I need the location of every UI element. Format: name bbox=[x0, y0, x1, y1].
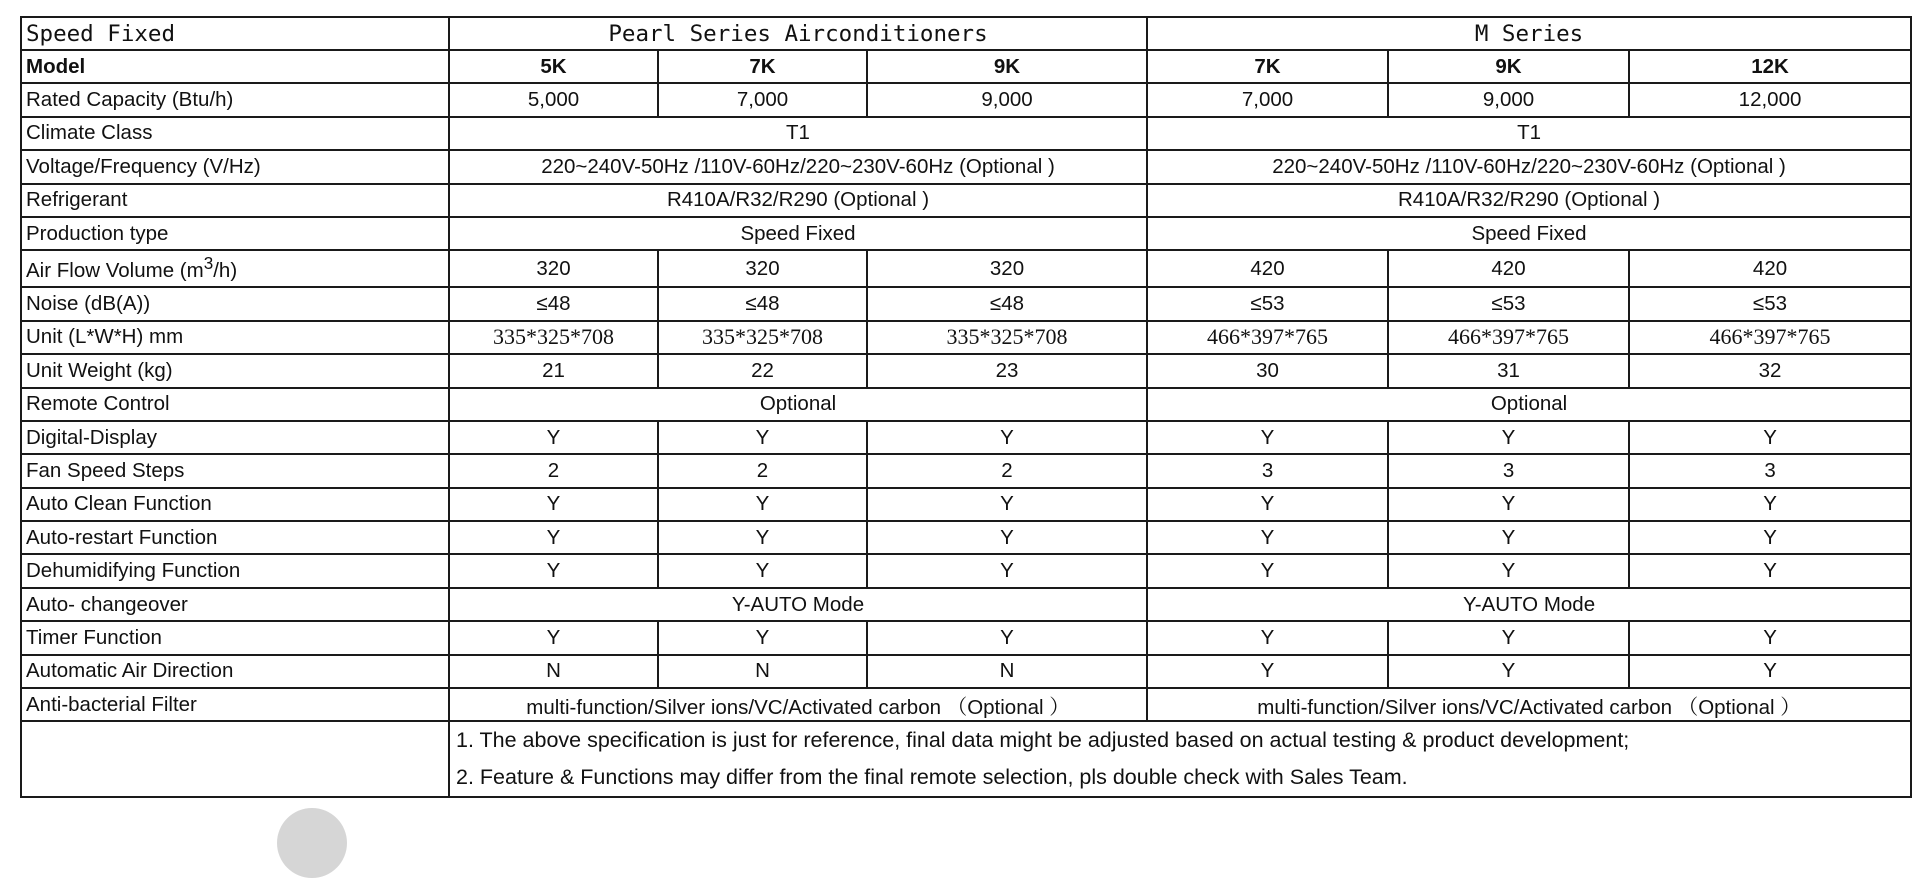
table-cell: ≤53 bbox=[1629, 287, 1911, 320]
note-line: 2. Feature & Functions may differ from the final remote selection, pls double check with Sales Team. bbox=[456, 765, 1408, 790]
model-cell: 5K bbox=[449, 50, 658, 83]
table-row-voltage bbox=[21, 150, 1911, 183]
m-merged-cell: R410A/R32/R290 (Optional ) bbox=[1147, 184, 1911, 217]
superscript: 3 bbox=[203, 254, 214, 274]
table-cell: Y bbox=[658, 421, 867, 454]
table-cell: 9,000 bbox=[867, 83, 1147, 116]
table-cell: 3 bbox=[1388, 454, 1629, 487]
table-row-digital-display bbox=[21, 421, 1911, 454]
table-cell: 21 bbox=[449, 354, 658, 387]
model-cell: 7K bbox=[658, 50, 867, 83]
table-row-timer bbox=[21, 621, 1911, 654]
table-cell: 320 bbox=[658, 250, 867, 287]
table-cell: Y bbox=[1388, 488, 1629, 521]
table-row-rated-capacity bbox=[21, 83, 1911, 116]
table-cell: Y bbox=[867, 521, 1147, 554]
table-cell: Y bbox=[1147, 488, 1388, 521]
table-cell: Y bbox=[658, 521, 867, 554]
m-merged-cell: Speed Fixed bbox=[1147, 217, 1911, 250]
table-cell: 466*397*765 bbox=[1629, 321, 1911, 354]
table-cell: 335*325*708 bbox=[449, 321, 658, 354]
table-cell: 2 bbox=[449, 454, 658, 487]
row-label: Voltage/Frequency (V/Hz) bbox=[21, 150, 449, 183]
row-label: Timer Function bbox=[21, 621, 449, 654]
m-merged-cell: T1 bbox=[1147, 117, 1911, 150]
spec-table bbox=[20, 16, 1912, 798]
table-cell: Y bbox=[1147, 621, 1388, 654]
table-row-air-direction bbox=[21, 655, 1911, 688]
table-cell: 420 bbox=[1147, 250, 1388, 287]
table-cell: N bbox=[658, 655, 867, 688]
table-cell: N bbox=[867, 655, 1147, 688]
pearl-merged-cell: 220~240V-50Hz /110V-60Hz/220~230V-60Hz (Optional ) bbox=[449, 150, 1147, 183]
row-label: Auto-restart Function bbox=[21, 521, 449, 554]
table-cell: Y bbox=[1629, 655, 1911, 688]
table-cell: Y bbox=[1147, 521, 1388, 554]
table-row-unit-size bbox=[21, 321, 1911, 354]
table-row-noise bbox=[21, 287, 1911, 320]
table-cell: Y bbox=[1388, 621, 1629, 654]
model-row bbox=[21, 50, 1911, 83]
pearl-series-heading: Pearl Series Airconditioners bbox=[449, 17, 1147, 50]
table-cell: 5,000 bbox=[449, 83, 658, 116]
model-cell: 9K bbox=[1388, 50, 1629, 83]
table-cell: ≤53 bbox=[1147, 287, 1388, 320]
decorative-circle bbox=[277, 808, 347, 878]
row-label: Rated Capacity (Btu/h) bbox=[21, 83, 449, 116]
table-row-remote-control bbox=[21, 388, 1911, 421]
row-label: Noise (dB(A)) bbox=[21, 287, 449, 320]
pearl-merged-cell: R410A/R32/R290 (Optional ) bbox=[449, 184, 1147, 217]
table-cell: 9,000 bbox=[1388, 83, 1629, 116]
notes-label-cell bbox=[21, 721, 449, 797]
notes-row bbox=[21, 721, 1911, 797]
corner-label: Speed Fixed bbox=[21, 17, 449, 50]
row-label: Production type bbox=[21, 217, 449, 250]
row-label: Fan Speed Steps bbox=[21, 454, 449, 487]
row-label: Unit (L*W*H) mm bbox=[21, 321, 449, 354]
model-cell: 12K bbox=[1629, 50, 1911, 83]
pearl-merged-cell: Optional bbox=[449, 388, 1147, 421]
m-merged-cell: multi-function/Silver ions/VC/Activated carbon （Optional ） bbox=[1147, 688, 1911, 721]
row-label: Auto- changeover bbox=[21, 588, 449, 621]
m-merged-cell: Optional bbox=[1147, 388, 1911, 421]
table-cell: Y bbox=[1629, 521, 1911, 554]
table-row-refrigerant bbox=[21, 184, 1911, 217]
row-label bbox=[21, 250, 449, 287]
table-cell: 31 bbox=[1388, 354, 1629, 387]
table-cell: 23 bbox=[867, 354, 1147, 387]
table-cell: Y bbox=[867, 488, 1147, 521]
table-cell: Y bbox=[1388, 554, 1629, 587]
pearl-merged-cell: Speed Fixed bbox=[449, 217, 1147, 250]
table-cell: 335*325*708 bbox=[867, 321, 1147, 354]
table-cell: Y bbox=[449, 621, 658, 654]
table-cell: 22 bbox=[658, 354, 867, 387]
model-cell: 9K bbox=[867, 50, 1147, 83]
row-label: Anti-bacterial Filter bbox=[21, 688, 449, 721]
table-cell: Y bbox=[867, 621, 1147, 654]
table-row-auto-restart bbox=[21, 521, 1911, 554]
row-label: Unit Weight (kg) bbox=[21, 354, 449, 387]
table-cell: 7,000 bbox=[658, 83, 867, 116]
table-cell: 420 bbox=[1629, 250, 1911, 287]
series-header-row bbox=[21, 17, 1911, 50]
pearl-merged-cell: Y-AUTO Mode bbox=[449, 588, 1147, 621]
table-cell: N bbox=[449, 655, 658, 688]
table-row-auto-changeover bbox=[21, 588, 1911, 621]
table-cell: Y bbox=[658, 621, 867, 654]
table-cell: 2 bbox=[867, 454, 1147, 487]
row-label: Model bbox=[21, 50, 449, 83]
table-cell: Y bbox=[449, 521, 658, 554]
table-cell: Y bbox=[1388, 521, 1629, 554]
table-cell: ≤48 bbox=[449, 287, 658, 320]
pearl-merged-cell: T1 bbox=[449, 117, 1147, 150]
m-merged-cell: 220~240V-50Hz /110V-60Hz/220~230V-60Hz (Optional ) bbox=[1147, 150, 1911, 183]
table-cell: 466*397*765 bbox=[1388, 321, 1629, 354]
note-line: 1. The above specification is just for reference, final data might be adjusted based on actual testing & product development; bbox=[456, 728, 1630, 753]
row-label: Refrigerant bbox=[21, 184, 449, 217]
table-row-climate-class bbox=[21, 117, 1911, 150]
row-label-end: /h) bbox=[213, 259, 238, 283]
table-cell: Y bbox=[449, 554, 658, 587]
m-merged-cell: Y-AUTO Mode bbox=[1147, 588, 1911, 621]
table-row-unit-weight bbox=[21, 354, 1911, 387]
table-cell: Y bbox=[1629, 554, 1911, 587]
table-cell: 466*397*765 bbox=[1147, 321, 1388, 354]
table-cell: ≤48 bbox=[867, 287, 1147, 320]
table-cell: 30 bbox=[1147, 354, 1388, 387]
table-cell: Y bbox=[449, 421, 658, 454]
table-row-air-flow bbox=[21, 250, 1911, 287]
table-row-dehumidifying bbox=[21, 554, 1911, 587]
row-label: Auto Clean Function bbox=[21, 488, 449, 521]
row-label-main: Air Flow Volume (m bbox=[26, 259, 204, 283]
table-cell: 7,000 bbox=[1147, 83, 1388, 116]
table-cell: Y bbox=[867, 421, 1147, 454]
table-cell: Y bbox=[1388, 655, 1629, 688]
table-cell: 335*325*708 bbox=[658, 321, 867, 354]
pearl-merged-cell: multi-function/Silver ions/VC/Activated carbon （Optional ） bbox=[449, 688, 1147, 721]
table-cell: Y bbox=[867, 554, 1147, 587]
row-label: Climate Class bbox=[21, 117, 449, 150]
table-cell: 420 bbox=[1388, 250, 1629, 287]
row-label: Digital-Display bbox=[21, 421, 449, 454]
row-label: Remote Control bbox=[21, 388, 449, 421]
row-label: Dehumidifying Function bbox=[21, 554, 449, 587]
table-cell: Y bbox=[1629, 488, 1911, 521]
table-row-production-type bbox=[21, 217, 1911, 250]
table-cell: Y bbox=[658, 488, 867, 521]
table-cell: Y bbox=[449, 488, 658, 521]
table-row-anti-bacterial-filter bbox=[21, 688, 1911, 721]
table-cell: Y bbox=[1388, 421, 1629, 454]
table-cell: 320 bbox=[867, 250, 1147, 287]
table-cell: 32 bbox=[1629, 354, 1911, 387]
table-cell: Y bbox=[1629, 421, 1911, 454]
table-cell: ≤53 bbox=[1388, 287, 1629, 320]
table-cell: Y bbox=[1629, 621, 1911, 654]
table-row-fan-speed-steps bbox=[21, 454, 1911, 487]
row-label: Automatic Air Direction bbox=[21, 655, 449, 688]
table-cell: ≤48 bbox=[658, 287, 867, 320]
table-cell: 3 bbox=[1147, 454, 1388, 487]
model-cell: 7K bbox=[1147, 50, 1388, 83]
table-cell: 12,000 bbox=[1629, 83, 1911, 116]
table-row-auto-clean bbox=[21, 488, 1911, 521]
m-series-heading: M Series bbox=[1147, 17, 1911, 50]
table-cell: 2 bbox=[658, 454, 867, 487]
table-cell: Y bbox=[1147, 655, 1388, 688]
spec-table-container bbox=[20, 16, 1912, 798]
table-cell: Y bbox=[658, 554, 867, 587]
table-cell: Y bbox=[1147, 554, 1388, 587]
table-cell: 3 bbox=[1629, 454, 1911, 487]
notes-cell bbox=[449, 721, 1911, 797]
table-cell: Y bbox=[1147, 421, 1388, 454]
table-cell: 320 bbox=[449, 250, 658, 287]
